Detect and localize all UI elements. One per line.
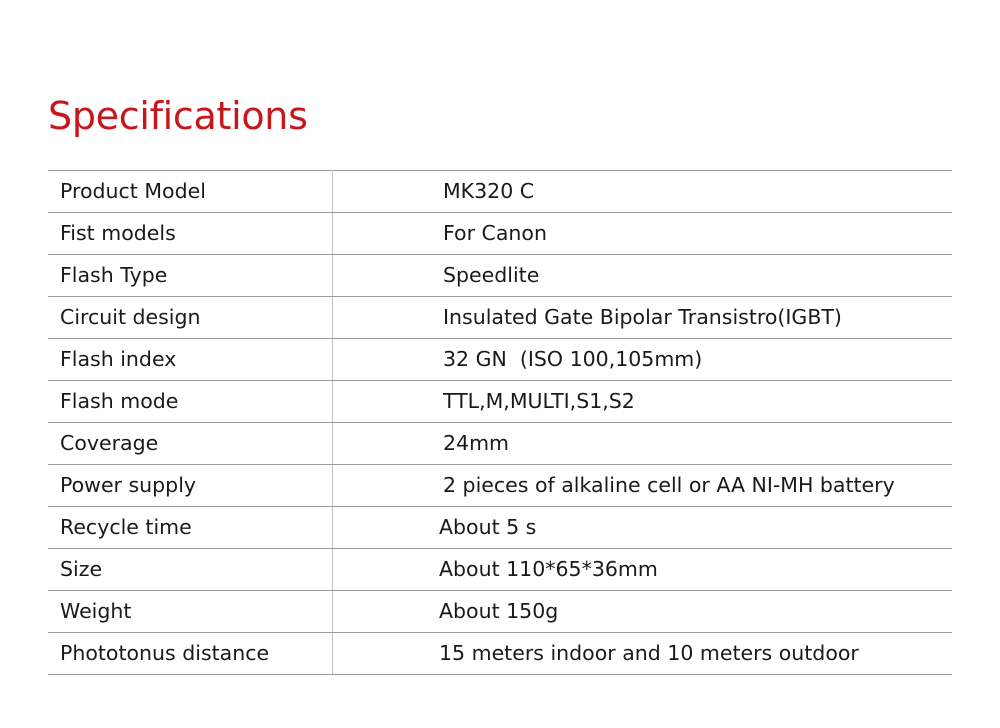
table-row xyxy=(48,633,952,675)
spec-label: Fist models xyxy=(48,213,333,255)
table-row xyxy=(48,465,952,507)
spec-label: Power supply xyxy=(48,465,333,507)
table-row xyxy=(48,423,952,465)
spec-label: Product Model xyxy=(48,171,333,213)
table-row xyxy=(48,339,952,381)
spec-value: 2 pieces of alkaline cell or AA NI-MH battery xyxy=(333,465,953,507)
spec-value: For Canon xyxy=(333,213,953,255)
spec-value: Insulated Gate Bipolar Transistro(IGBT) xyxy=(333,297,953,339)
spec-label: Phototonus distance xyxy=(48,633,333,675)
table-row xyxy=(48,381,952,423)
spec-value: TTL,M,MULTI,S1,S2 xyxy=(333,381,953,423)
table-row xyxy=(48,507,952,549)
spec-label: Weight xyxy=(48,591,333,633)
specifications-table xyxy=(48,170,952,675)
spec-value: Speedlite xyxy=(333,255,953,297)
spec-value: 24mm xyxy=(333,423,953,465)
table-row xyxy=(48,591,952,633)
spec-value: About 110*65*36mm xyxy=(333,549,953,591)
spec-label: Circuit design xyxy=(48,297,333,339)
table-row xyxy=(48,297,952,339)
spec-label: Recycle time xyxy=(48,507,333,549)
table-row xyxy=(48,549,952,591)
spec-value: About 5 s xyxy=(333,507,953,549)
table-row xyxy=(48,213,952,255)
spec-value: About 150g xyxy=(333,591,953,633)
spec-value: 15 meters indoor and 10 meters outdoor xyxy=(333,633,953,675)
spec-label: Size xyxy=(48,549,333,591)
spec-label: Flash Type xyxy=(48,255,333,297)
spec-value: 32 GN (ISO 100,105mm) xyxy=(333,339,953,381)
spec-label: Coverage xyxy=(48,423,333,465)
table-row xyxy=(48,171,952,213)
spec-label: Flash index xyxy=(48,339,333,381)
page-title: Specifications xyxy=(48,94,308,138)
spec-label: Flash mode xyxy=(48,381,333,423)
table-row xyxy=(48,255,952,297)
spec-value: MK320 C xyxy=(333,171,953,213)
